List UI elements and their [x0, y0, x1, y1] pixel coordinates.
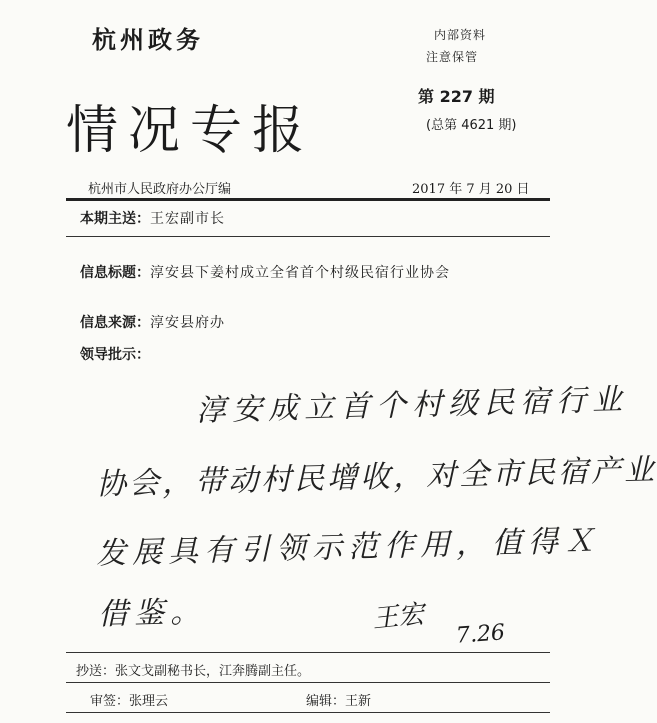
cc-row — [76, 660, 310, 679]
instruction-label: 领导批示： — [80, 347, 150, 363]
cc-value: 张文戈副秘书长，江奔腾副主任。 — [115, 664, 311, 679]
reviewer-row — [90, 690, 168, 709]
cc-bottom-divider — [66, 682, 550, 683]
instruction-line-3: 发展具有引领示范作用，值得Ｘ — [95, 523, 601, 572]
issue-number: 第 227 期 — [418, 87, 495, 106]
source-row — [80, 312, 225, 332]
instruction-row — [80, 344, 150, 364]
recipient-label: 本期主送： — [80, 211, 150, 227]
editor-label: 编辑： — [306, 694, 346, 709]
cc-label: 抄送： — [76, 664, 116, 679]
series-name: 杭州政务 — [92, 25, 204, 54]
editor-value: 王新 — [345, 694, 372, 709]
restriction-note-2: 注意保管 — [426, 50, 479, 64]
reviewer-value: 张理云 — [129, 694, 169, 709]
recipient-value: 王宏副市长 — [150, 211, 225, 227]
source-value: 淳安县府办 — [150, 315, 225, 331]
handwritten-signature: 王宏 — [370, 599, 426, 635]
signature-date: 7.26 — [455, 620, 506, 649]
restriction-note-1: 内部资料 — [434, 28, 487, 42]
recipient-divider — [66, 236, 550, 237]
subject-value: 淳安县下姜村成立全省首个村级民宿行业协会 — [150, 265, 450, 281]
total-issue-number: (总第 4621 期) — [426, 118, 517, 133]
recipient-row — [80, 208, 225, 228]
instruction-line-4: 借鉴。 — [97, 594, 207, 633]
footer-divider — [66, 712, 550, 713]
editing-office: 杭州市人民政府办公厅编 — [88, 182, 232, 197]
header-divider — [66, 198, 550, 201]
issue-date: 2017 年 7 月 20 日 — [412, 182, 530, 197]
subject-label: 信息标题： — [80, 265, 150, 281]
subject-row — [80, 262, 450, 282]
document-title: 情况专报 — [66, 101, 315, 161]
cc-top-divider — [66, 652, 550, 653]
source-label: 信息来源： — [80, 315, 150, 331]
reviewer-label: 审签： — [90, 694, 130, 709]
editor-row — [306, 690, 371, 709]
instruction-line-2: 协会，带动村民增收，对全市民宿产业 — [95, 452, 657, 503]
instruction-line-1: 淳安成立首个村级民宿行业 — [195, 382, 629, 429]
